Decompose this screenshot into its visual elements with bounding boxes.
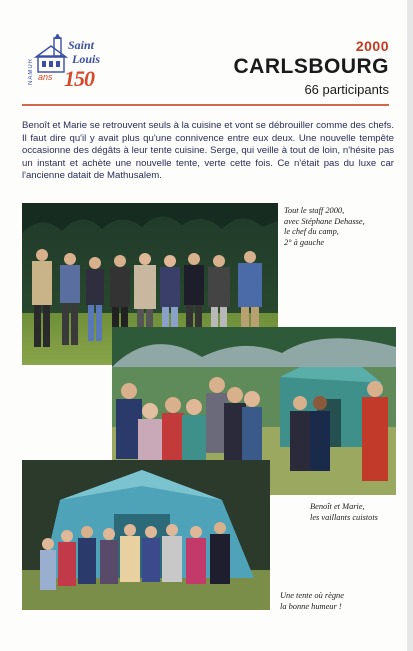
tent-group-photo: [22, 460, 270, 610]
cooks-caption: [310, 502, 405, 523]
page-title: CARLSBOURG: [233, 55, 389, 78]
logo-word-louis: Louis: [72, 52, 101, 66]
logo-side-text: NAMUR: [28, 58, 34, 85]
caption-line: Une tente où règne: [280, 591, 344, 600]
logo-number: 150: [64, 66, 94, 91]
caption-line: Tout le staff 2000,: [284, 206, 345, 215]
logo-word-saint: Saint: [68, 38, 95, 52]
caption-line: la bonne humeur !: [280, 601, 342, 611]
saint-louis-logo: [28, 34, 108, 94]
story-paragraph: Benoît et Marie se retrouvent seuls à la cuisine et vont se débrouiller comme des chefs. Il faut dire qu'il y avait plus qu'une connivence entre eux deux. Une nouvelle tempête occasionne des dégâts à leur tente cuisine. Serge, qui veille à tout de loin, n'hésite pas un instant et achète une nouvelle tente, verte cette fois. Ce n'était pas du luxe car l'ancienne datait de Mathusalem.: [22, 120, 394, 182]
caption-line: avec Stéphane Dehasse,: [284, 216, 365, 226]
header-divider: [22, 104, 389, 106]
caption-line: Benoît et Marie,: [310, 502, 365, 511]
caption-line: 2° à gauche: [284, 237, 325, 247]
year-heading: 2000: [355, 38, 389, 54]
caption-line: les vaillants cuistots: [310, 512, 378, 522]
logo-ans: ans: [38, 72, 53, 82]
tent-caption: [280, 591, 390, 612]
participants-count: 66 participants: [304, 82, 389, 97]
staff-caption: [284, 206, 402, 248]
caption-line: le chef du camp,: [284, 227, 339, 236]
